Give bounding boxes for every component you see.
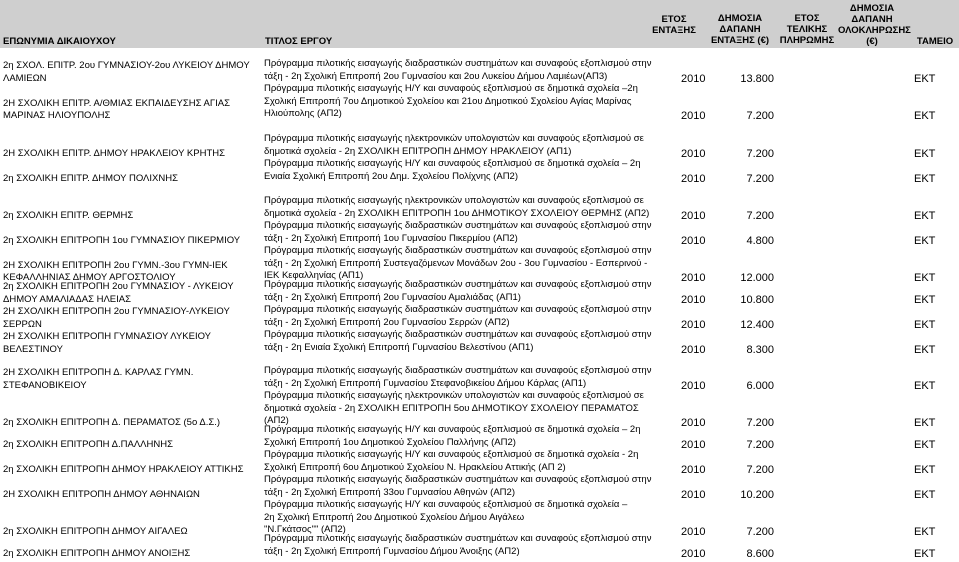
project-title: Πρόγραμμα πιλοτικής εισαγωγής διαδραστικών συστημάτων και συναφούς εξοπλισμού στην	[264, 474, 652, 485]
beneficiary-name: 2Η ΣΧΟΛΙΚΗ ΕΠΙΤΡΟΠΗ 2ου ΓΥΜΝΑΣΙΟΥ-ΛΥΚΕΙΟΥ	[3, 306, 230, 317]
header-title: ΤΙΤΛΟΣ ΕΡΓΟΥ	[265, 36, 333, 47]
table-header	[0, 0, 959, 48]
project-title: Πρόγραμμα πιλοτικής εισαγωγής Η/Υ και συναφούς εξοπλισμού σε δημοτικά σχολεία – 2η	[264, 424, 641, 435]
public-expenditure: 7.200	[746, 463, 774, 476]
inclusion-year: 2010	[681, 318, 706, 331]
inclusion-year: 2010	[681, 526, 706, 538]
inclusion-year: 2010	[681, 147, 706, 160]
project-title: Πρόγραμμα πιλοτικής εισαγωγής διαδραστικών συστημάτων και συναφούς εξοπλισμού στην	[264, 304, 652, 315]
project-title-cont: δημοτικά σχολεία - 2η ΣΧΟΛΙΚΗ ΕΠΙΤΡΟΠΗ 5ου ΔΗΜΟΤΙΚΟΥ ΣΧΟΛΕΙΟΥ ΠΕΡΑΜΑΤΟΣ	[264, 402, 639, 414]
beneficiary-name: 2η ΣΧΟΛΙΚΗ ΕΠΙΤΡΟΠΗ 1ου ΓΥΜΝΑΣΙΟΥ ΠΙΚΕΡΜΙΟΥ	[3, 234, 241, 246]
header-year-inclusion: ΕΤΟΣ ΕΝΤΑΞΗΣ	[652, 14, 696, 36]
project-title-cont2: "Ν.Γκάτσος"" (ΑΠ2)	[264, 524, 346, 535]
fund: ΕΚΤ	[914, 438, 936, 451]
beneficiary-name-cont: ΣΤΕΦΑΝΟΒΙΚΕΙΟΥ	[3, 379, 87, 391]
header-fund: ΤΑΜΕΙΟ	[916, 36, 954, 47]
beneficiary-name: 2Η ΣΧΟΛΙΚΗ ΕΠΙΤΡΟΠΗ Δ. ΚΑΡΛΑΣ ΓΥΜΝ.	[3, 367, 194, 378]
inclusion-year: 2010	[681, 343, 706, 356]
project-title: Πρόγραμμα πιλοτικής εισαγωγής διαδραστικών συστημάτων και συναφούς εξοπλισμού στην	[264, 365, 652, 376]
beneficiary-name: 2η ΣΧΟΛΙΚΗ ΕΠΙΤΡΟΠΗ ΔΗΜΟΥ ΑΙΓΑΛΕΩ	[3, 526, 188, 537]
project-title: Πρόγραμμα πιλοτικής εισαγωγής διαδραστικών συστημάτων και συναφούς εξοπλισμού στην	[264, 533, 652, 544]
fund: ΕΚΤ	[914, 172, 936, 185]
public-expenditure: 13.800	[740, 72, 774, 85]
beneficiary-name-cont: ΣΕΡΡΩΝ	[3, 318, 42, 330]
header-beneficiary: ΕΠΩΝΥΜΙΑ ΔΙΚΑΙΟΥΧΟΥ	[3, 36, 116, 47]
project-title: Πρόγραμμα πιλοτικής εισαγωγής Η/Υ και συναφούς εξοπλισμού σε δημοτικά σχολεία –2η	[264, 83, 638, 94]
fund: ΕΚΤ	[914, 417, 936, 429]
project-title: Πρόγραμμα πιλοτικής εισαγωγής ηλεκτρονικών υπολογιστών και συναφούς εξοπλισμού σε	[264, 133, 644, 144]
inclusion-year: 2010	[681, 438, 706, 451]
beneficiary-name: 2η ΣΧΟΛΙΚΗ ΕΠΙΤΡΟΠΗ ΔΗΜΟΥ ΗΡΑΚΛΕΙΟΥ ΑΤΤΙΚΗΣ	[3, 463, 244, 475]
project-title-cont: δημοτικά σχολεία - 2η ΣΧΟΛΙΚΗ ΕΠΙΤΡΟΠΗ ΔΗΜΟΥ ΗΡΑΚΛΕΙΟΥ (ΑΠ1)	[264, 145, 572, 157]
public-expenditure: 7.200	[746, 209, 774, 222]
project-title: Πρόγραμμα πιλοτικής εισαγωγής Η/Υ και συναφούς εξοπλισμού σε δημοτικά σχολεία - 2η	[264, 449, 639, 460]
public-expenditure: 6.000	[746, 379, 774, 392]
project-title-cont: Σχολική Επιτροπή 6ου Δημοτικού Σχολείου Ν. Ηρακλείου Αττικής (ΑΠ 2)	[264, 461, 566, 473]
inclusion-year: 2010	[681, 72, 706, 85]
inclusion-year: 2010	[681, 234, 706, 247]
beneficiary-name-cont: ΛΑΜΙΕΩΝ	[3, 72, 47, 84]
beneficiary-name: 2η ΣΧΟΛΙΚΗ ΕΠΙΤΡ. ΘΕΡΜΗΣ	[3, 209, 134, 221]
fund: ΕΚΤ	[914, 234, 936, 247]
project-title-cont: τάξη - 2η Σχολική Επιτροπή Γυμνασίου Στεφανοβικείου Δήμου Κάρλας (ΑΠ1)	[264, 377, 587, 389]
project-title: Πρόγραμμα πιλοτικής εισαγωγής Η/Υ και συναφούς εξοπλισμού σε δημοτικά σχολεία – 2η	[264, 158, 641, 169]
project-title-cont: 2η Σχολική Επιτροπή 2ου Δημοτικού Σχολείου Δήμου Αιγάλεω	[264, 511, 525, 523]
fund: ΕΚΤ	[914, 379, 936, 392]
project-title: Πρόγραμμα πιλοτικής εισαγωγής διαδραστικών συστημάτων και συναφούς εξοπλισμού στην	[264, 245, 652, 256]
beneficiary-name: 2Η ΣΧΟΛΙΚΗ ΕΠΙΤΡ. ΔΗΜΟΥ ΗΡΑΚΛΕΙΟΥ ΚΡΗΤΗΣ	[3, 147, 225, 159]
beneficiary-name-cont: ΔΗΜΟΥ ΑΜΑΛΙΑΔΑΣ ΗΛΕΙΑΣ	[3, 293, 131, 305]
project-title-cont2: Ηλιούπολης (ΑΠ2)	[264, 108, 342, 119]
public-expenditure: 8.300	[746, 343, 774, 356]
public-expenditure: 12.000	[740, 272, 774, 284]
inclusion-year: 2010	[681, 293, 706, 306]
project-title-cont: τάξη - 2η Ενιαία Σχολική Επιτροπή Γυμνασίου Βελεστίνου (ΑΠ1)	[264, 341, 534, 353]
fund: ΕΚΤ	[914, 293, 936, 306]
beneficiary-name-cont: ΒΕΛΕΣΤΙΝΟΥ	[3, 343, 63, 355]
inclusion-year: 2010	[681, 209, 706, 222]
public-expenditure: 7.200	[746, 438, 774, 451]
public-expenditure: 4.800	[746, 234, 774, 247]
fund: ΕΚΤ	[914, 110, 936, 122]
inclusion-year: 2010	[681, 417, 706, 429]
header-completion-expenditure: ΔΗΜΟΣΙΑ ΔΑΠΑΝΗ ΟΛΟΚΛΗΡΩΣΗΣ (€)	[838, 3, 911, 47]
inclusion-year: 2010	[681, 547, 706, 560]
beneficiary-name: 2η ΣΧΟΛΙΚΗ ΕΠΙΤΡΟΠΗ 2ου ΓΥΜΝΑΣΙΟΥ - ΛΥΚΕΙΟΥ	[3, 281, 234, 292]
inclusion-year: 2010	[681, 379, 706, 392]
fund: ΕΚΤ	[914, 526, 936, 538]
project-title: Πρόγραμμα πιλοτικής εισαγωγής διαδραστικών συστημάτων και συναφούς εξοπλισμού στην	[264, 220, 652, 231]
inclusion-year: 2010	[681, 272, 706, 284]
fund: ΕΚΤ	[914, 488, 936, 501]
fund: ΕΚΤ	[914, 318, 936, 331]
fund: ΕΚΤ	[914, 343, 936, 356]
fund: ΕΚΤ	[914, 72, 936, 85]
beneficiary-name: 2η ΣΧΟΛΙΚΗ ΕΠΙΤΡΟΠΗ ΔΗΜΟΥ ΑΝΟΙΞΗΣ	[3, 547, 191, 559]
beneficiary-name: 2η ΣΧΟΛ. ΕΠΙΤΡ. 2ου ΓΥΜΝΑΣΙΟΥ-2ου ΛΥΚΕΙΟΥ ΔΗΜΟΥ	[3, 60, 250, 71]
project-title-cont: τάξη - 2η Σχολική Επιτροπή 2ου Γυμνασίου και 2ου Λυκείου Δήμου Λαμιέων(ΑΠ3)	[264, 70, 608, 82]
inclusion-year: 2010	[681, 110, 706, 122]
public-expenditure: 7.200	[746, 110, 774, 122]
project-title-cont: Ενιαία Σχολική Επιτροπή 2ου Δημ. Σχολείου Πολίχνης (ΑΠ2)	[264, 170, 519, 182]
project-title: Πρόγραμμα πιλοτικής εισαγωγής ηλεκτρονικών υπολογιστών και συναφούς εξοπλισμού σε	[264, 195, 644, 206]
fund: ΕΚΤ	[914, 147, 936, 160]
project-title: Πρόγραμμα πιλοτικής εισαγωγής ηλεκτρονικών υπολογιστών και συναφούς εξοπλισμού σε	[264, 390, 644, 401]
beneficiary-name-cont: ΜΑΡΙΝΑΣ ΗΛΙΟΥΠΟΛΗΣ	[3, 110, 111, 121]
header-public-expenditure: ΔΗΜΟΣΙΑ ΔΑΠΑΝΗ ΕΝΤΑΞΗΣ (€)	[710, 13, 770, 46]
project-title-cont: τάξη - 2η Σχολική Επιτροπή 33ου Γυμνασίου Αθηνών (ΑΠ2)	[264, 486, 515, 498]
project-title-cont: τάξη - 2η Σχολική Επιτροπή Γυμνασίου Δήμου Άνοιξης (ΑΠ2)	[264, 545, 520, 557]
project-title: Πρόγραμμα πιλοτικής εισαγωγής διαδραστικών συστημάτων και συναφούς εξοπλισμού στην	[264, 58, 652, 69]
public-expenditure: 10.800	[740, 293, 774, 306]
project-title-cont: τάξη - 2η Σχολική Επιτροπή 2ου Γυμνασίου Αμαλιάδας (ΑΠ1)	[264, 291, 521, 303]
inclusion-year: 2010	[681, 172, 706, 185]
beneficiary-name: 2Η ΣΧΟΛΙΚΗ ΕΠΙΤΡ. Α/ΘΜΙΑΣ ΕΚΠΑΙΔΕΥΣΗΣ ΑΓΙΑΣ	[3, 97, 230, 109]
public-expenditure: 7.200	[746, 172, 774, 185]
fund: ΕΚΤ	[914, 463, 936, 476]
beneficiary-name: 2Η ΣΧΟΛΙΚΗ ΕΠΙΤΡΟΠΗ 2ου ΓΥΜΝ.-3ου ΓΥΜΝ-ΙΕΚ	[3, 259, 228, 271]
fund: ΕΚΤ	[914, 209, 936, 222]
public-expenditure: 8.600	[746, 547, 774, 560]
beneficiary-name: 2η ΣΧΟΛΙΚΗ ΕΠΙΤΡ. ΔΗΜΟΥ ΠΟΛΙΧΝΗΣ	[3, 172, 178, 184]
project-title-cont2: ΙΕΚ Κεφαλληνίας (ΑΠ1)	[264, 270, 364, 281]
public-expenditure: 7.200	[746, 417, 774, 429]
public-expenditure: 7.200	[746, 526, 774, 538]
beneficiary-name: 2η ΣΧΟΛΙΚΗ ΕΠΙΤΡΟΠΗ Δ. ΠΕΡΑΜΑΤΟΣ (5ο Δ.Σ.)	[3, 417, 221, 428]
project-title-cont: Σχολική Επιτροπή 1ου Δημοτικού Σχολείου Παλλήνης (ΑΠ2)	[264, 436, 516, 448]
project-title-cont: τάξη - 2η Σχολική Επιτροπή Συστεγαζόμενων Μονάδων 2ου - 3ου Γυμνασίου - Εσπερινού -	[264, 257, 648, 269]
beneficiary-name: 2Η ΣΧΟΛΙΚΗ ΕΠΙΤΡΟΠΗ ΔΗΜΟΥ ΑΘΗΝΑΙΩΝ	[3, 488, 200, 500]
project-title-cont: τάξη - 2η Σχολική Επιτροπή 2ου Γυμνασίου Σερρών (ΑΠ2)	[264, 316, 510, 328]
project-title-cont: δημοτικά σχολεία - 2η ΣΧΟΛΙΚΗ ΕΠΙΤΡΟΠΗ 1ου ΔΗΜΟΤΙΚΟΥ ΣΧΟΛΕΙΟΥ ΘΕΡΜΗΣ (ΑΠ2)	[264, 207, 650, 219]
fund: ΕΚΤ	[914, 272, 936, 284]
inclusion-year: 2010	[681, 488, 706, 501]
project-title-cont: τάξη - 2η Σχολική Επιτροπή 1ου Γυμνασίου Πικερμίου (ΑΠ2)	[264, 232, 518, 244]
fund: ΕΚΤ	[914, 547, 936, 560]
beneficiary-name: 2Η ΣΧΟΛΙΚΗ ΕΠΙΤΡΟΠΗ ΓΥΜΝΑΣΙΟΥ ΛΥΚΕΙΟΥ	[3, 331, 212, 342]
public-expenditure: 12.400	[740, 318, 774, 331]
project-title: Πρόγραμμα πιλοτικής εισαγωγής Η/Υ και συναφούς εξοπλισμού σε δημοτικά σχολεία –	[264, 499, 628, 510]
project-title-cont2: (ΑΠ2)	[264, 415, 289, 426]
project-title-cont: Σχολική Επιτροπή 7ου Δημοτικού Σχολείου και 21ου Δημοτικού Σχολείου Αγίας Μαρίνας	[264, 95, 632, 107]
inclusion-year: 2010	[681, 463, 706, 476]
public-expenditure: 7.200	[746, 147, 774, 160]
header-final-payment-year: ΕΤΟΣ ΤΕΛΙΚΗΣ ΠΛΗΡΩΜΗΣ	[779, 13, 835, 46]
project-title: Πρόγραμμα πιλοτικής εισαγωγής διαδραστικών συστημάτων και συναφούς εξοπλισμού στην	[264, 329, 652, 340]
public-expenditure: 10.200	[740, 488, 774, 501]
beneficiary-name: 2η ΣΧΟΛΙΚΗ ΕΠΙΤΡΟΠΗ Δ.ΠΑΛΛΗΝΗΣ	[3, 438, 173, 450]
beneficiary-name-cont: ΚΕΦΑΛΛΗΝΙΑΣ ΔΗΜΟΥ ΑΡΓΟΣΤΟΛΙΟΥ	[3, 272, 176, 283]
project-title: Πρόγραμμα πιλοτικής εισαγωγής διαδραστικών συστημάτων και συναφούς εξοπλισμού στην	[264, 279, 652, 290]
